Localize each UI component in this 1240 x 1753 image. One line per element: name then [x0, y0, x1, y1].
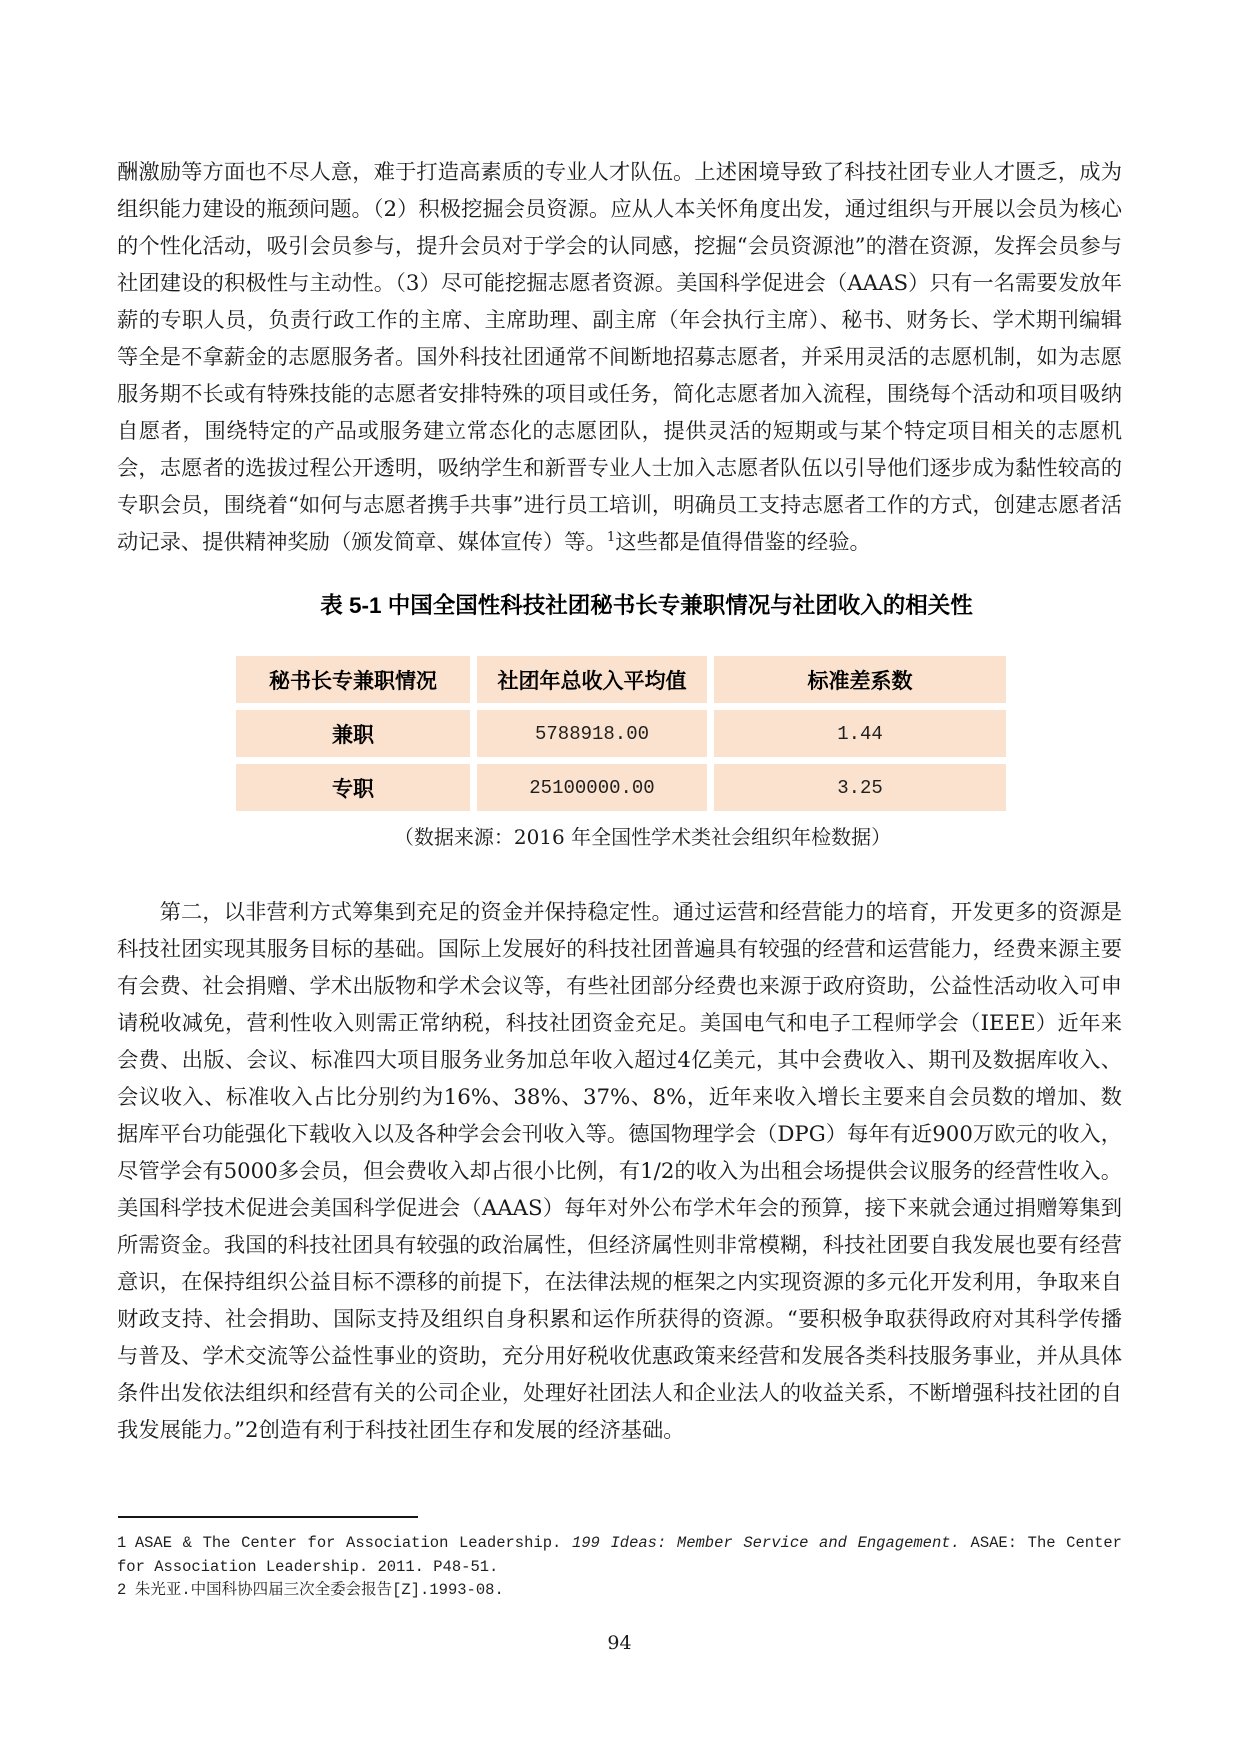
table-header-secretary-status: 秘书长专兼职情况: [236, 656, 470, 703]
footnote-1-text: ASAE & The Center for Association Leadership.: [134, 1534, 572, 1552]
footnote-1: [117, 1532, 1122, 1579]
footnote-1-marker: 1: [117, 1534, 127, 1552]
table-row2-income-value: 25100000.00: [477, 764, 707, 811]
footnote-reference-2: 2: [245, 1418, 259, 1443]
footnote-2-text: 朱光亚.中国科协四届三次全委会报告[Z].1993-08.: [134, 1581, 504, 1599]
paragraph-second: [117, 894, 1122, 1449]
table-header-avg-annual-income: 社团年总收入平均值: [477, 656, 707, 703]
footnote-1-italic-title: 199 Ideas: Member Service and Engagement.: [571, 1534, 960, 1552]
footnote-1-text-after: ASAE: The Center for Association Leadership. 2011. P48-51.: [117, 1534, 1122, 1576]
paragraph-2-text-after-ref: 创造有利于科技社团生存和发展的经济基础。: [258, 1418, 685, 1443]
footnote-2-marker: 2: [117, 1581, 127, 1599]
table-row2-std-value: 3.25: [714, 764, 1006, 811]
table-source-note: （数据来源：2016 年全国性学术类社会组织年检数据）: [393, 825, 892, 849]
table-caption: 表 5-1 中国全国性科技社团秘书长专兼职情况与社团收入的相关性: [320, 593, 973, 618]
page-number: 94: [607, 1631, 632, 1654]
table-row1-std-value: 1.44: [714, 710, 1006, 757]
table-header-std-coefficient: 标准差系数: [714, 656, 1006, 703]
footnote-area: [117, 1516, 1122, 1603]
paragraph-1-text-after-ref: 这些都是值得借鉴的经验。: [615, 530, 871, 555]
table-row1-income-value: 5788918.00: [477, 710, 707, 757]
paragraph-2-text: 第二，以非营利方式筹集到充足的资金并保持稳定性。通过运营和经营能力的培育，开发更多的资源是科技社团实现其服务目标的基础。国际上发展好的科技社团普遍具有较强的经营和运营能力，经费来源主要有会费、社会捐赠、学术出版物和学术会议等，有些社团部分经费也来源于政府资助，公益性活动收入可申请税收减免，营利性收入则需正常纳税，科技社团资金充足。美国电气和电子工程师学会（IEEE）近年来会费、出版、会议、标准四大项目服务业务加总年收入超过4亿美元，其中会费收入、期刊及数据库收入、会议收入、标准收入占比分别约为16%、38%、37%、8%，近年来收入增长主要来自会员数的增加、数据库平台功能强化下载收入以及各种学会会刊收入等。德国物理学会（DPG）每年有近900万欧元的收入，尽管学会有5000多会员，但会费收入却占很小比例，有1/2的收入为出租会场提供会议服务的经营性收入。美国科学技术促进会美国科学促进会（AAAS）每年对外公布学术年会的预算，接下来就会通过捐赠筹集到所需资金。我国的科技社团具有较强的政治属性，但经济属性则非常模糊，科技社团要自我发展也要有经营意识，在保持组织公益目标不漂移的前提下，在法律法规的框架之内实现资源的多元化开发利用，争取来自财政支持、社会捐助、国际支持及组织自身积累和运作所获得的资源。“要积极争取获得政府对其科学传播与普及、学术交流等公益性事业的资助，充分用好税收优惠政策来经营和发展各类科技服务事业，并从具体条件出发依法组织和经营有关的公司企业，处理好社团法人和企业法人的收益关系，不断增强科技社团的自我发展能力。”: [117, 900, 1122, 1443]
paragraph-continued-from-previous-page: [117, 154, 1122, 561]
table-row2-label: 专职: [236, 764, 470, 811]
table-row1-label: 兼职: [236, 710, 470, 757]
footnote-separator-rule: [118, 1516, 418, 1518]
footnote-2: [117, 1579, 1122, 1603]
data-table: [236, 656, 1006, 811]
footnote-reference-1: 1: [606, 529, 616, 545]
paragraph-1-text: 酬激励等方面也不尽人意，难于打造高素质的专业人才队伍。上述困境导致了科技社团专业人才匮乏，成为组织能力建设的瓶颈问题。（2）积极挖掘会员资源。应从人本关怀角度出发，通过组织与开展以会员为核心的个性化活动，吸引会员参与，提升会员对于学会的认同感，挖掘“会员资源池”的潜在资源，发挥会员参与社团建设的积极性与主动性。（3）尽可能挖掘志愿者资源。美国科学促进会（AAAS）只有一名需要发放年薪的专职人员，负责行政工作的主席、主席助理、副主席（年会执行主席）、秘书、财务长、学术期刊编辑等全是不拿薪金的志愿服务者。国外科技社团通常不间断地招募志愿者，并采用灵活的志愿机制，如为志愿服务期不长或有特殊技能的志愿者安排特殊的项目或任务，简化志愿者加入流程，围绕每个活动和项目吸纳自愿者，围绕特定的产品或服务建立常态化的志愿团队，提供灵活的短期或与某个特定项目相关的志愿机会，志愿者的选拔过程公开透明，吸纳学生和新晋专业人士加入志愿者队伍以引导他们逐步成为黏性较高的专职会员，围绕着“如何与志愿者携手共事”进行员工培训，明确员工支持志愿者工作的方式，创建志愿者活动记录、提供精神奖励（颁发简章、媒体宣传）等。: [117, 160, 1122, 555]
